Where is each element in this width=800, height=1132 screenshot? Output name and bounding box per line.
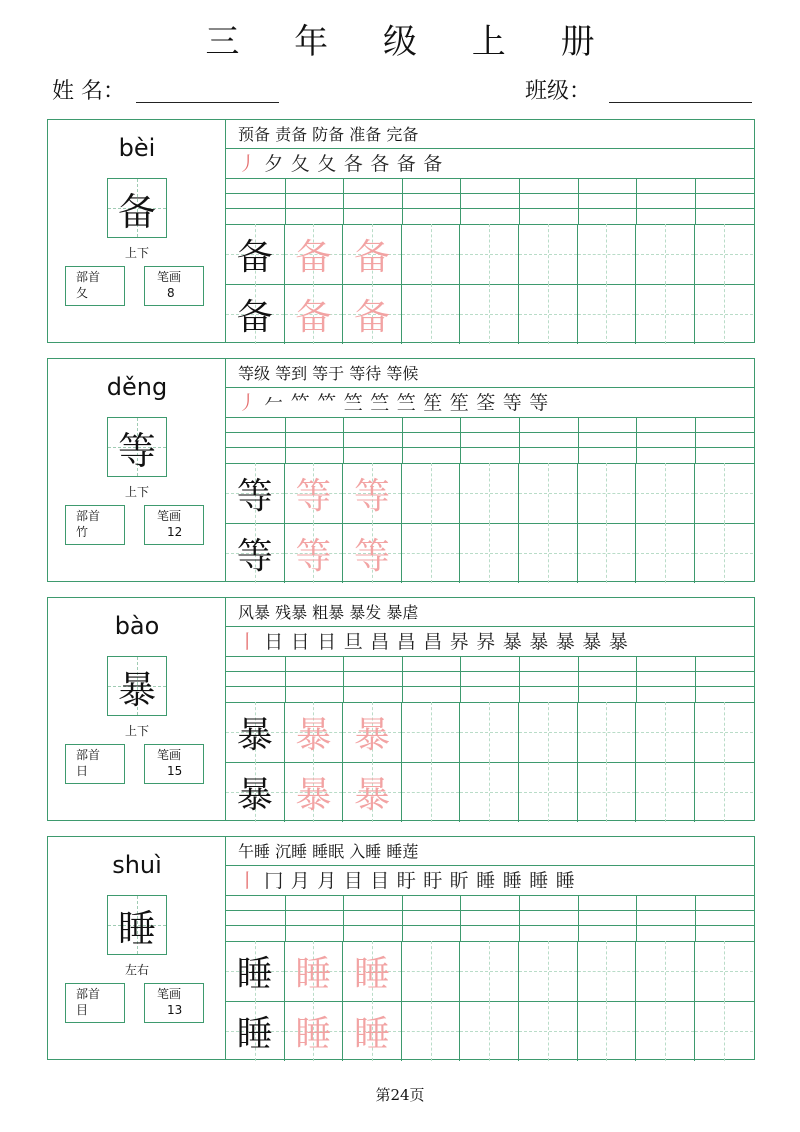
word-list: 等级 等到 等于 等待 等候 [238,364,419,383]
radical-value: 目 [76,1003,89,1017]
class-field [525,74,591,105]
model-character: 暴 [236,714,273,756]
tianzige-cell[interactable] [519,702,578,762]
stroke-step: 丨 [237,631,257,653]
stroke-count-box [144,744,204,784]
word-list: 午睡 沉睡 睡眠 入睡 睡莲 [238,842,419,861]
character-card [47,836,755,1060]
character-card [47,358,755,582]
character-info [48,359,226,581]
stroke-step: 睡 [555,870,575,892]
stroke-step: 昌 [396,631,416,653]
tianzige-cell[interactable] [460,762,519,822]
stroke-order [234,630,632,654]
tianzige-cell[interactable] [285,463,344,523]
tianzige-cell[interactable] [695,463,754,523]
stroke-step: 盺 [449,870,469,892]
pinyin: bào [114,612,160,640]
stroke-step: 丨 [237,870,257,892]
tianzige-cell[interactable] [226,1001,285,1061]
stroke-step: 月 [290,870,310,892]
page-title: 三 年 级 上 册 [205,22,617,62]
radical-label: 部首 [76,270,101,284]
tianzige-cell[interactable] [578,463,637,523]
tianzige-cell[interactable] [519,284,578,344]
tianzige-cell[interactable] [343,762,402,822]
tianzige-cell[interactable] [402,1001,461,1061]
stroke-order [234,152,446,176]
character-box [107,417,167,477]
tianzige-cell[interactable] [695,224,754,284]
tianzige-cell[interactable] [285,523,344,583]
tianzige-cell[interactable] [343,224,402,284]
tianzige-cell[interactable] [636,1001,695,1061]
tianzige-cell[interactable] [226,463,285,523]
tianzige-cell[interactable] [285,762,344,822]
trace-character: 备 [353,296,390,338]
stroke-step: 盱 [396,870,416,892]
practice-area [226,120,754,342]
tianzige-cell[interactable] [226,523,285,583]
word-list: 预备 责备 防备 准备 完备 [238,125,419,144]
stroke-count-label: 笔画 [157,270,182,284]
stroke-step: 目 [370,870,390,892]
practice-area [226,837,754,1059]
trace-character: 睡 [353,1013,390,1055]
trace-character: 等 [295,475,332,517]
tianzige-cell[interactable] [636,762,695,822]
stroke-step: 𠂉 [264,392,284,414]
name-label: 姓 名： [52,79,125,104]
stroke-step: 暴 [555,631,575,653]
practice-area [226,359,754,581]
radical-box [65,505,125,545]
tianzige-cell[interactable] [636,702,695,762]
trace-character: 睡 [353,953,390,995]
stroke-step: 盱 [423,870,443,892]
tianzige-cell[interactable] [578,762,637,822]
tianzige-cell[interactable] [578,1001,637,1061]
stroke-step: 日 [264,631,284,653]
trace-character: 等 [295,535,332,577]
stroke-count-value: 13 [167,1003,183,1017]
stroke-step: 夂 [290,153,310,175]
character-box [107,895,167,955]
stroke-step: 备 [423,153,443,175]
structure-label: 上下 [124,485,149,499]
stroke-step: 睡 [502,870,522,892]
radical-label: 部首 [76,748,101,762]
trace-character: 暴 [295,774,332,816]
stroke-step: 筌 [476,392,496,414]
tianzige-row [226,284,754,344]
tianzige-cell[interactable] [460,284,519,344]
stroke-step: 𥫗 [290,392,310,414]
tianzige-cell[interactable] [402,284,461,344]
tianzige-cell[interactable] [636,523,695,583]
stroke-step: 昌 [423,631,443,653]
tianzige-cell[interactable] [402,941,461,1001]
trace-character: 睡 [295,1013,332,1055]
tianzige-cell[interactable] [226,284,285,344]
tianzige-cell[interactable] [402,463,461,523]
class-input-line[interactable] [609,102,752,103]
radical-box [65,983,125,1023]
stroke-step: 笙 [449,392,469,414]
tianzige-cell[interactable] [402,523,461,583]
stroke-count-label: 笔画 [157,509,182,523]
pinyin: děng [106,373,168,401]
stroke-count-value: 12 [167,525,183,539]
tianzige-row [226,224,754,284]
tianzige-cell[interactable] [285,224,344,284]
stroke-step: 日 [290,631,310,653]
trace-character: 暴 [295,714,332,756]
tianzige-cell[interactable] [695,762,754,822]
character-info [48,120,226,342]
tianzige-cell[interactable] [695,702,754,762]
tianzige-cell[interactable] [460,702,519,762]
tianzige-cell[interactable] [695,523,754,583]
practice-area [226,598,754,820]
tianzige-cell[interactable] [695,941,754,1001]
character-card [47,597,755,821]
tianzige-cell[interactable] [343,941,402,1001]
radical-value: 夂 [76,286,89,300]
stroke-count-box [144,983,204,1023]
stroke-step: 丿 [237,392,257,414]
name-field [52,74,125,105]
character: 睡 [117,906,156,951]
page-number: 第24页 [375,1086,425,1104]
writing-lines[interactable] [226,178,754,224]
tianzige-cell[interactable] [285,284,344,344]
tianzige-cell[interactable] [519,941,578,1001]
tianzige-cell[interactable] [343,463,402,523]
tianzige-cell[interactable] [460,463,519,523]
tianzige-cell[interactable] [343,284,402,344]
stroke-step: 备 [396,153,416,175]
stroke-step: 丿 [237,153,257,175]
character: 备 [117,189,156,234]
stroke-count-box [144,266,204,306]
stroke-step: 暴 [582,631,602,653]
tianzige-cell[interactable] [343,1001,402,1061]
stroke-step: 夕 [264,153,284,175]
name-input-line[interactable] [136,102,279,103]
writing-lines[interactable] [226,417,754,463]
tianzige-row [226,463,754,523]
model-character: 睡 [236,1013,273,1055]
tianzige-cell[interactable] [285,941,344,1001]
tianzige-cell[interactable] [460,224,519,284]
stroke-step: 昦 [476,631,496,653]
stroke-step: 夂 [317,153,337,175]
stroke-order [234,391,552,415]
stroke-step: 暴 [502,631,522,653]
stroke-step: 各 [370,153,390,175]
stroke-step: 竺 [343,392,363,414]
tianzige-cell[interactable] [226,941,285,1001]
stroke-step: 竺 [396,392,416,414]
stroke-step: 目 [343,870,363,892]
model-character: 暴 [236,774,273,816]
character-card [47,119,755,343]
radical-label: 部首 [76,987,101,1001]
trace-character: 暴 [353,714,390,756]
tianzige-row [226,762,754,822]
tianzige-cell[interactable] [636,284,695,344]
pinyin: bèi [118,134,156,162]
trace-character: 备 [295,236,332,278]
tianzige-row [226,1001,754,1061]
trace-character: 暴 [353,774,390,816]
stroke-step: 等 [529,392,549,414]
tianzige-cell[interactable] [226,762,285,822]
pinyin: shuì [112,851,162,879]
stroke-step: 冂 [264,870,284,892]
tianzige-cell[interactable] [343,702,402,762]
character-box [107,656,167,716]
structure-label: 上下 [124,724,149,738]
word-list: 风暴 残暴 粗暴 暴发 暴虐 [238,603,419,622]
trace-character: 等 [353,475,390,517]
tianzige-cell[interactable] [343,523,402,583]
tianzige-cell[interactable] [519,1001,578,1061]
stroke-order [234,869,579,893]
tianzige-cell[interactable] [578,224,637,284]
tianzige-cell[interactable] [578,941,637,1001]
tianzige-cell[interactable] [636,463,695,523]
tianzige-cell[interactable] [636,941,695,1001]
radical-value: 竹 [76,525,89,539]
character: 等 [117,428,156,473]
character-box [107,178,167,238]
structure-label: 左右 [124,963,149,977]
stroke-count-label: 笔画 [157,987,182,1001]
stroke-step: 昦 [449,631,469,653]
stroke-count-value: 8 [167,286,175,300]
stroke-step: 竺 [370,392,390,414]
radical-label: 部首 [76,509,101,523]
tianzige-cell[interactable] [519,523,578,583]
tianzige-row [226,941,754,1001]
tianzige-cell[interactable] [578,284,637,344]
tianzige-cell[interactable] [695,1001,754,1061]
tianzige-cell[interactable] [460,941,519,1001]
stroke-step: 睡 [476,870,496,892]
tianzige-cell[interactable] [226,224,285,284]
writing-lines[interactable] [226,656,754,702]
character-info [48,837,226,1059]
radical-value: 日 [76,764,89,778]
model-character: 等 [236,535,273,577]
character-info [48,598,226,820]
trace-character: 睡 [295,953,332,995]
stroke-step: 月 [317,870,337,892]
tianzige-row [226,523,754,583]
stroke-count-value: 15 [167,764,183,778]
tianzige-cell[interactable] [519,463,578,523]
tianzige-cell[interactable] [285,1001,344,1061]
class-label: 班级： [525,79,592,104]
stroke-step: 笙 [423,392,443,414]
tianzige-cell[interactable] [695,284,754,344]
model-character: 备 [236,236,273,278]
stroke-step: 昌 [370,631,390,653]
structure-label: 上下 [124,246,149,260]
tianzige-row [226,702,754,762]
stroke-step: 等 [502,392,522,414]
stroke-step: 𥫗 [317,392,337,414]
stroke-step: 暴 [529,631,549,653]
stroke-step: 旦 [343,631,363,653]
tianzige-cell[interactable] [519,224,578,284]
tianzige-cell[interactable] [402,224,461,284]
model-character: 备 [236,296,273,338]
stroke-count-label: 笔画 [157,748,182,762]
tianzige-cell[interactable] [460,1001,519,1061]
character: 暴 [117,667,156,712]
stroke-step: 睡 [529,870,549,892]
tianzige-cell[interactable] [578,702,637,762]
tianzige-cell[interactable] [402,762,461,822]
tianzige-cell[interactable] [636,224,695,284]
model-character: 等 [236,475,273,517]
trace-character: 备 [353,236,390,278]
stroke-step: 各 [343,153,363,175]
trace-character: 备 [295,296,332,338]
radical-box [65,266,125,306]
stroke-step: 暴 [608,631,628,653]
model-character: 睡 [236,953,273,995]
tianzige-cell[interactable] [578,523,637,583]
tianzige-cell[interactable] [402,702,461,762]
tianzige-cell[interactable] [226,702,285,762]
radical-box [65,744,125,784]
tianzige-cell[interactable] [519,762,578,822]
trace-character: 等 [353,535,390,577]
stroke-count-box [144,505,204,545]
stroke-step: 日 [317,631,337,653]
writing-lines[interactable] [226,895,754,941]
tianzige-cell[interactable] [285,702,344,762]
tianzige-cell[interactable] [460,523,519,583]
